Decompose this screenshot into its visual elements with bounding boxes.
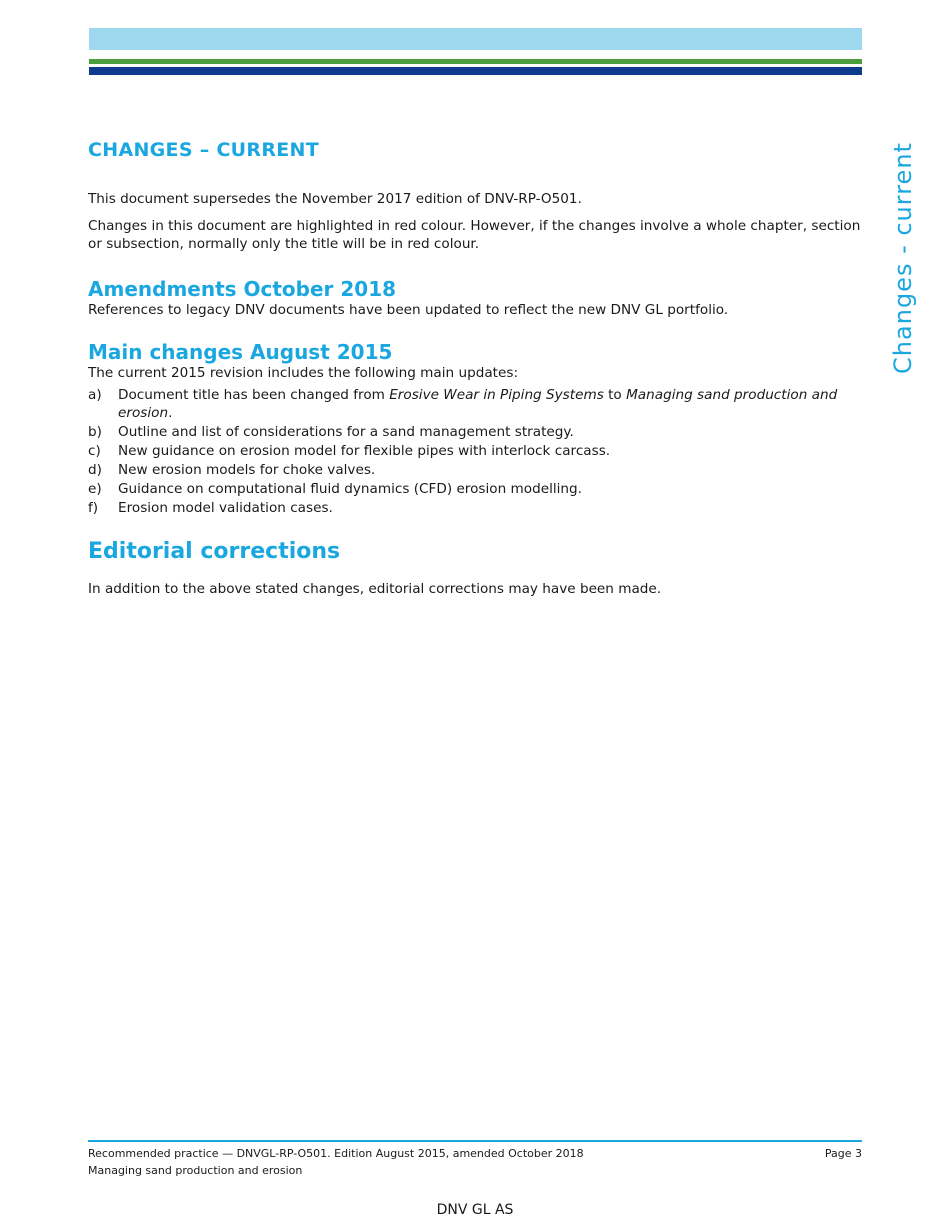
changes-note: Changes in this document are highlighted in red colour. However, if the changes involve a whole chapter, section or subsection, normally only the title will be in red colour. <box>88 218 861 252</box>
list-marker: a) <box>88 387 102 403</box>
changes-list <box>88 386 863 517</box>
new-title: Managing sand production and erosion <box>118 387 838 421</box>
document-body <box>88 139 863 598</box>
list-marker: b) <box>88 424 102 440</box>
footer-page-number: Page 3 <box>824 1147 862 1160</box>
list-marker: e) <box>88 481 102 497</box>
list-marker: f) <box>88 500 99 516</box>
list-item: f) Erosion model validation cases. <box>88 500 333 516</box>
list-item: d) New erosion models for choke valves. <box>88 462 376 478</box>
footer-subtitle: Managing sand production and erosion <box>88 1164 303 1177</box>
list-item: a) Document title has been changed from Erosive Wear in Piping Systems to Managing sand production and erosion. <box>88 387 838 421</box>
header-band-navy <box>89 67 862 75</box>
amendments-heading: Amendments October 2018 <box>88 277 397 301</box>
main-changes-heading: Main changes August 2015 <box>88 340 393 364</box>
side-tab-label: Changes - current <box>889 141 918 374</box>
editorial-heading: Editorial corrections <box>88 539 341 564</box>
main-changes-intro: The current 2015 revision includes the following main updates: <box>88 365 519 381</box>
editorial-text: In addition to the above stated changes, editorial corrections may have been made. <box>88 581 662 597</box>
list-item: c) New guidance on erosion model for flexible pipes with interlock carcass. <box>88 443 611 459</box>
page-title: CHANGES – CURRENT <box>88 139 320 161</box>
supersedes-text: This document supersedes the November 2017 edition of DNV-RP-O501. <box>88 191 582 207</box>
list-marker: c) <box>88 443 101 459</box>
side-tab <box>885 141 921 374</box>
list-item: e) Guidance on computational fluid dynamics (CFD) erosion modelling. <box>88 481 582 497</box>
header-band-green <box>89 59 862 64</box>
footer-rule <box>88 1140 862 1142</box>
old-title: Erosive Wear in Piping Systems <box>389 387 604 403</box>
company-name: DNV GL AS <box>436 1202 514 1218</box>
amendments-text: References to legacy DNV documents have been updated to reflect the new DNV GL portfolio. <box>88 302 729 318</box>
header-band-light <box>89 28 862 50</box>
list-marker: d) <box>88 462 102 478</box>
footer-document-ref: Recommended practice — DNVGL-RP-O501. Edition August 2015, amended October 2018 <box>88 1147 584 1160</box>
list-item: b) Outline and list of considerations for a sand management strategy. <box>88 424 574 440</box>
page-footer <box>88 1140 862 1178</box>
